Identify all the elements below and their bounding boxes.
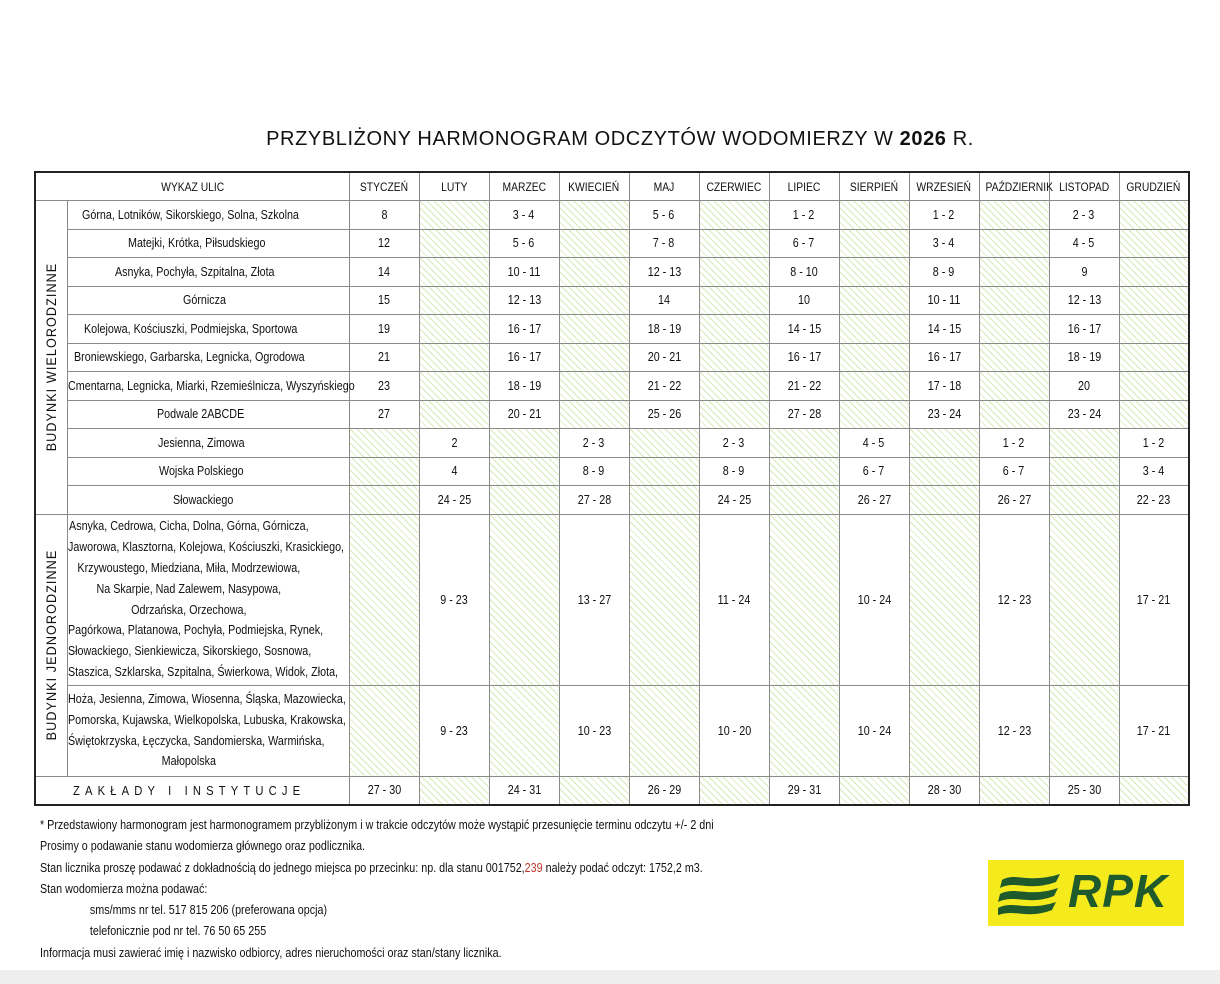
date-cell — [1119, 229, 1189, 258]
date-cell: 12 - 13 — [629, 258, 699, 287]
header-row — [35, 172, 1189, 201]
street-cell: Jesienna, Zimowa — [67, 429, 349, 458]
date-cell — [559, 372, 629, 401]
date-cell: 10 - 23 — [559, 685, 629, 776]
date-cell: 10 — [769, 286, 839, 315]
date-cell: 8 — [349, 201, 419, 230]
date-cell: 26 - 27 — [839, 486, 909, 515]
schedule-table — [34, 171, 1190, 806]
date-cell: 28 - 30 — [909, 776, 979, 805]
date-cell: 4 — [419, 457, 489, 486]
date-cell — [1049, 514, 1119, 685]
month-header: MARZEC — [489, 172, 559, 201]
date-cell: 16 - 17 — [909, 343, 979, 372]
note-line: Stan wodomierza można podawać: — [40, 881, 208, 896]
street-cell: Asnyka, Pochyła, Szpitalna, Złota — [67, 258, 349, 287]
date-cell: 8 - 9 — [909, 258, 979, 287]
date-cell: 25 - 26 — [629, 400, 699, 429]
month-header: LUTY — [419, 172, 489, 201]
date-cell — [629, 457, 699, 486]
date-cell — [419, 400, 489, 429]
date-cell — [419, 776, 489, 805]
date-cell: 1 - 2 — [979, 429, 1049, 458]
logo-text: RPK — [1068, 865, 1169, 917]
date-cell — [979, 286, 1049, 315]
date-cell: 1 - 2 — [1119, 429, 1189, 458]
date-cell — [839, 315, 909, 344]
date-cell: 3 - 4 — [1119, 457, 1189, 486]
date-cell: 12 - 13 — [489, 286, 559, 315]
date-cell — [979, 372, 1049, 401]
date-cell — [629, 685, 699, 776]
date-cell: 5 - 6 — [629, 201, 699, 230]
date-cell: 26 - 27 — [979, 486, 1049, 515]
date-cell — [979, 776, 1049, 805]
street-line: Hoża, Jesienna, Zimowa, Wiosenna, Śląska, Mazowiecka, — [67, 691, 346, 706]
date-cell: 12 - 13 — [1049, 286, 1119, 315]
date-cell: 21 - 22 — [629, 372, 699, 401]
date-cell: 27 - 28 — [559, 486, 629, 515]
table-row — [35, 315, 1189, 344]
date-cell — [839, 343, 909, 372]
street-cell: Broniewskiego, Garbarska, Legnicka, Ogrodowa — [67, 343, 349, 372]
note-line: Stan licznika proszę podawać z dokładnością do jednego miejsca po przecinku: np. dla stanu 001752,239 należy podać odczyt: 1752,2 m3. — [40, 860, 703, 875]
date-cell: 4 - 5 — [839, 429, 909, 458]
date-cell — [699, 201, 769, 230]
date-cell — [1049, 429, 1119, 458]
date-cell — [979, 343, 1049, 372]
date-cell: 16 - 17 — [1049, 315, 1119, 344]
street-cell: Matejki, Krótka, Piłsudskiego — [67, 229, 349, 258]
date-cell — [559, 400, 629, 429]
date-cell: 14 - 15 — [909, 315, 979, 344]
table-row — [35, 201, 1189, 230]
footer-bar — [0, 970, 1220, 984]
street-line: Krzywoustego, Miedziana, Miła, Modrzewiowa, — [76, 560, 300, 575]
date-cell — [699, 315, 769, 344]
date-cell: 10 - 24 — [839, 514, 909, 685]
date-cell — [559, 315, 629, 344]
date-cell: 29 - 31 — [769, 776, 839, 805]
date-cell: 9 - 23 — [419, 685, 489, 776]
group-label-multi — [35, 201, 67, 515]
date-cell: 17 - 21 — [1119, 685, 1189, 776]
month-header: PAŹDZIERNIK — [979, 172, 1049, 201]
date-cell — [349, 429, 419, 458]
month-header: LIPIEC — [769, 172, 839, 201]
date-cell — [769, 685, 839, 776]
date-cell: 10 - 20 — [699, 685, 769, 776]
date-cell: 25 - 30 — [1049, 776, 1119, 805]
date-cell: 9 - 23 — [419, 514, 489, 685]
note-line: Prosimy o podawanie stanu wodomierza głównego oraz podlicznika. — [40, 839, 366, 854]
table-row — [35, 685, 1189, 776]
date-cell — [489, 457, 559, 486]
date-cell: 9 — [1049, 258, 1119, 287]
date-cell: 23 - 24 — [1049, 400, 1119, 429]
table-row — [35, 372, 1189, 401]
date-cell: 16 - 17 — [769, 343, 839, 372]
date-cell — [349, 457, 419, 486]
group-label-text: BUDYNKI WIELORODZINNE — [43, 262, 60, 452]
date-cell: 19 — [349, 315, 419, 344]
date-cell — [909, 457, 979, 486]
date-cell: 17 - 18 — [909, 372, 979, 401]
date-cell — [699, 372, 769, 401]
date-cell — [839, 286, 909, 315]
date-cell: 3 - 4 — [909, 229, 979, 258]
street-line: Słowackiego, Sienkiewicza, Sikorskiego, Sosnowa, — [67, 644, 311, 659]
date-cell — [979, 258, 1049, 287]
page-title: PRZYBLIŻONY HARMONOGRAM ODCZYTÓW WODOMIERZY W 2026 R. — [266, 128, 974, 150]
date-cell: 10 - 24 — [839, 685, 909, 776]
date-cell: 8 - 9 — [559, 457, 629, 486]
date-cell: 12 — [349, 229, 419, 258]
date-cell — [909, 429, 979, 458]
date-cell — [769, 429, 839, 458]
date-cell: 18 - 19 — [629, 315, 699, 344]
month-header: LISTOPAD — [1049, 172, 1119, 201]
date-cell: 10 - 11 — [489, 258, 559, 287]
date-cell — [909, 514, 979, 685]
date-cell: 16 - 17 — [489, 315, 559, 344]
date-cell — [559, 258, 629, 287]
date-cell — [979, 229, 1049, 258]
street-line: Pagórkowa, Platanowa, Pochyła, Podmiejska, Rynek, — [67, 623, 323, 638]
date-cell — [419, 286, 489, 315]
date-cell — [349, 514, 419, 685]
note-line: Informacja musi zawierać imię i nazwisko odbiorcy, adres nieruchomości oraz stan/stany licznika. — [40, 945, 502, 960]
note-line: telefonicznie pod nr tel. 76 50 65 255 — [89, 924, 267, 939]
date-cell: 8 - 10 — [769, 258, 839, 287]
date-cell: 27 - 28 — [769, 400, 839, 429]
note-line: sms/mms nr tel. 517 815 206 (preferowana opcja) — [89, 903, 328, 918]
month-header: WRZESIEŃ — [909, 172, 979, 201]
date-cell — [629, 429, 699, 458]
note-line: * Przedstawiony harmonogram jest harmonogramem przybliżonym i w trakcie odczytów może wystąpić przesunięcie terminu odczytu +/- 2 dni — [40, 818, 714, 832]
street-line: Staszica, Szklarska, Szpitalna, Świerkowa, Widok, Złota, — [67, 664, 338, 679]
street-line: Małopolska — [161, 754, 216, 769]
street-cell: Górna, Lotników, Sikorskiego, Solna, Szkolna — [67, 201, 349, 230]
table-row — [35, 229, 1189, 258]
table-row — [35, 258, 1189, 287]
month-header: MAJ — [629, 172, 699, 201]
date-cell: 6 - 7 — [979, 457, 1049, 486]
date-cell — [979, 315, 1049, 344]
street-cell: Słowackiego — [67, 486, 349, 515]
date-cell: 6 - 7 — [769, 229, 839, 258]
date-cell — [699, 776, 769, 805]
table-row — [35, 429, 1189, 458]
street-list-cell — [67, 514, 349, 685]
date-cell: 2 - 3 — [699, 429, 769, 458]
date-cell: 14 — [349, 258, 419, 287]
date-cell — [1119, 372, 1189, 401]
date-cell — [699, 400, 769, 429]
date-cell: 23 — [349, 372, 419, 401]
date-cell — [1119, 776, 1189, 805]
date-cell: 16 - 17 — [489, 343, 559, 372]
date-cell — [559, 776, 629, 805]
date-cell — [769, 514, 839, 685]
group-label-text: BUDYNKI JEDNORODZINNE — [43, 549, 60, 741]
table-row — [35, 343, 1189, 372]
street-line: Jaworowa, Klasztorna, Kolejowa, Kościuszki, Krasickiego, — [67, 540, 344, 555]
street-cell: Cmentarna, Legnicka, Miarki, Rzemieślnicza, Wyszyńskiego — [67, 372, 349, 401]
date-cell — [629, 514, 699, 685]
date-cell — [419, 372, 489, 401]
rpk-logo — [988, 860, 1184, 926]
date-cell — [419, 315, 489, 344]
date-cell: 2 - 3 — [559, 429, 629, 458]
date-cell: 5 - 6 — [489, 229, 559, 258]
street-line: Na Skarpie, Nad Zalewem, Nasypowa, — [96, 581, 281, 596]
institutions-row — [35, 776, 1189, 805]
date-cell — [489, 685, 559, 776]
month-header: SIERPIEŃ — [839, 172, 909, 201]
date-cell: 24 - 25 — [699, 486, 769, 515]
date-cell: 17 - 21 — [1119, 514, 1189, 685]
date-cell: 20 - 21 — [629, 343, 699, 372]
date-cell: 20 - 21 — [489, 400, 559, 429]
date-cell: 26 - 29 — [629, 776, 699, 805]
street-line: Odrzańska, Orzechowa, — [130, 602, 246, 617]
date-cell — [839, 400, 909, 429]
street-cell: Kolejowa, Kościuszki, Podmiejska, Sportowa — [67, 315, 349, 344]
date-cell: 13 - 27 — [559, 514, 629, 685]
date-cell — [559, 286, 629, 315]
date-cell — [489, 429, 559, 458]
date-cell — [699, 286, 769, 315]
institutions-label: ZAKŁADY I INSTYTUCJE — [67, 776, 349, 805]
date-cell — [909, 685, 979, 776]
date-cell: 15 — [349, 286, 419, 315]
date-cell — [1119, 400, 1189, 429]
date-cell: 14 — [629, 286, 699, 315]
date-cell: 27 - 30 — [349, 776, 419, 805]
date-cell: 2 - 3 — [1049, 201, 1119, 230]
date-cell: 27 — [349, 400, 419, 429]
date-cell — [419, 343, 489, 372]
date-cell — [349, 685, 419, 776]
street-cell: Górnicza — [67, 286, 349, 315]
month-header: KWIECIEŃ — [559, 172, 629, 201]
street-list-cell — [67, 685, 349, 776]
street-cell: Wojska Polskiego — [67, 457, 349, 486]
date-cell: 8 - 9 — [699, 457, 769, 486]
date-cell — [769, 457, 839, 486]
notes — [40, 815, 823, 964]
date-cell: 12 - 23 — [979, 685, 1049, 776]
street-line: Pomorska, Kujawska, Wielkopolska, Lubuska, Krakowska, — [67, 712, 346, 727]
street-line: Świętokrzyska, Łęczycka, Sandomierska, Warmińska, — [67, 733, 324, 748]
streets-header: WYKAZ ULIC — [35, 172, 349, 201]
date-cell — [699, 229, 769, 258]
month-header: GRUDZIEŃ — [1119, 172, 1189, 201]
date-cell: 18 - 19 — [489, 372, 559, 401]
date-cell: 21 — [349, 343, 419, 372]
date-cell — [559, 229, 629, 258]
date-cell — [839, 776, 909, 805]
date-cell: 22 - 23 — [1119, 486, 1189, 515]
date-cell: 10 - 11 — [909, 286, 979, 315]
month-header: STYCZEŃ — [349, 172, 419, 201]
date-cell — [419, 201, 489, 230]
date-cell: 3 - 4 — [489, 201, 559, 230]
street-cell: Podwale 2ABCDE — [67, 400, 349, 429]
date-cell — [419, 229, 489, 258]
date-cell — [979, 201, 1049, 230]
date-cell: 1 - 2 — [909, 201, 979, 230]
street-line: Asnyka, Cedrowa, Cicha, Dolna, Górna, Górnicza, — [68, 519, 309, 534]
date-cell: 4 - 5 — [1049, 229, 1119, 258]
date-cell — [1119, 258, 1189, 287]
date-cell — [839, 258, 909, 287]
date-cell — [839, 201, 909, 230]
date-cell — [769, 486, 839, 515]
date-cell: 24 - 25 — [419, 486, 489, 515]
date-cell — [559, 201, 629, 230]
date-cell — [1049, 486, 1119, 515]
date-cell — [699, 343, 769, 372]
table-row — [35, 486, 1189, 515]
date-cell: 18 - 19 — [1049, 343, 1119, 372]
date-cell — [1049, 457, 1119, 486]
date-cell — [1119, 286, 1189, 315]
month-header: CZERWIEC — [699, 172, 769, 201]
table-row — [35, 514, 1189, 685]
date-cell: 24 - 31 — [489, 776, 559, 805]
date-cell — [1119, 315, 1189, 344]
date-cell: 23 - 24 — [909, 400, 979, 429]
date-cell — [839, 229, 909, 258]
date-cell — [979, 400, 1049, 429]
date-cell: 20 — [1049, 372, 1119, 401]
date-cell: 7 - 8 — [629, 229, 699, 258]
date-cell: 11 - 24 — [699, 514, 769, 685]
wave-logo-icon — [998, 868, 1066, 918]
empty-cell — [35, 776, 67, 805]
date-cell — [1119, 343, 1189, 372]
table-row — [35, 457, 1189, 486]
date-cell — [559, 343, 629, 372]
date-cell: 1 - 2 — [769, 201, 839, 230]
date-cell — [349, 486, 419, 515]
date-cell: 12 - 23 — [979, 514, 1049, 685]
date-cell: 21 - 22 — [769, 372, 839, 401]
date-cell: 14 - 15 — [769, 315, 839, 344]
table-row — [35, 400, 1189, 429]
date-cell — [909, 486, 979, 515]
date-cell — [1049, 685, 1119, 776]
date-cell: 6 - 7 — [839, 457, 909, 486]
date-cell — [419, 258, 489, 287]
date-cell — [1119, 201, 1189, 230]
date-cell — [699, 258, 769, 287]
table-row — [35, 286, 1189, 315]
group-label-single — [35, 514, 67, 776]
date-cell — [839, 372, 909, 401]
date-cell — [489, 514, 559, 685]
date-cell — [489, 486, 559, 515]
date-cell: 2 — [419, 429, 489, 458]
date-cell — [629, 486, 699, 515]
